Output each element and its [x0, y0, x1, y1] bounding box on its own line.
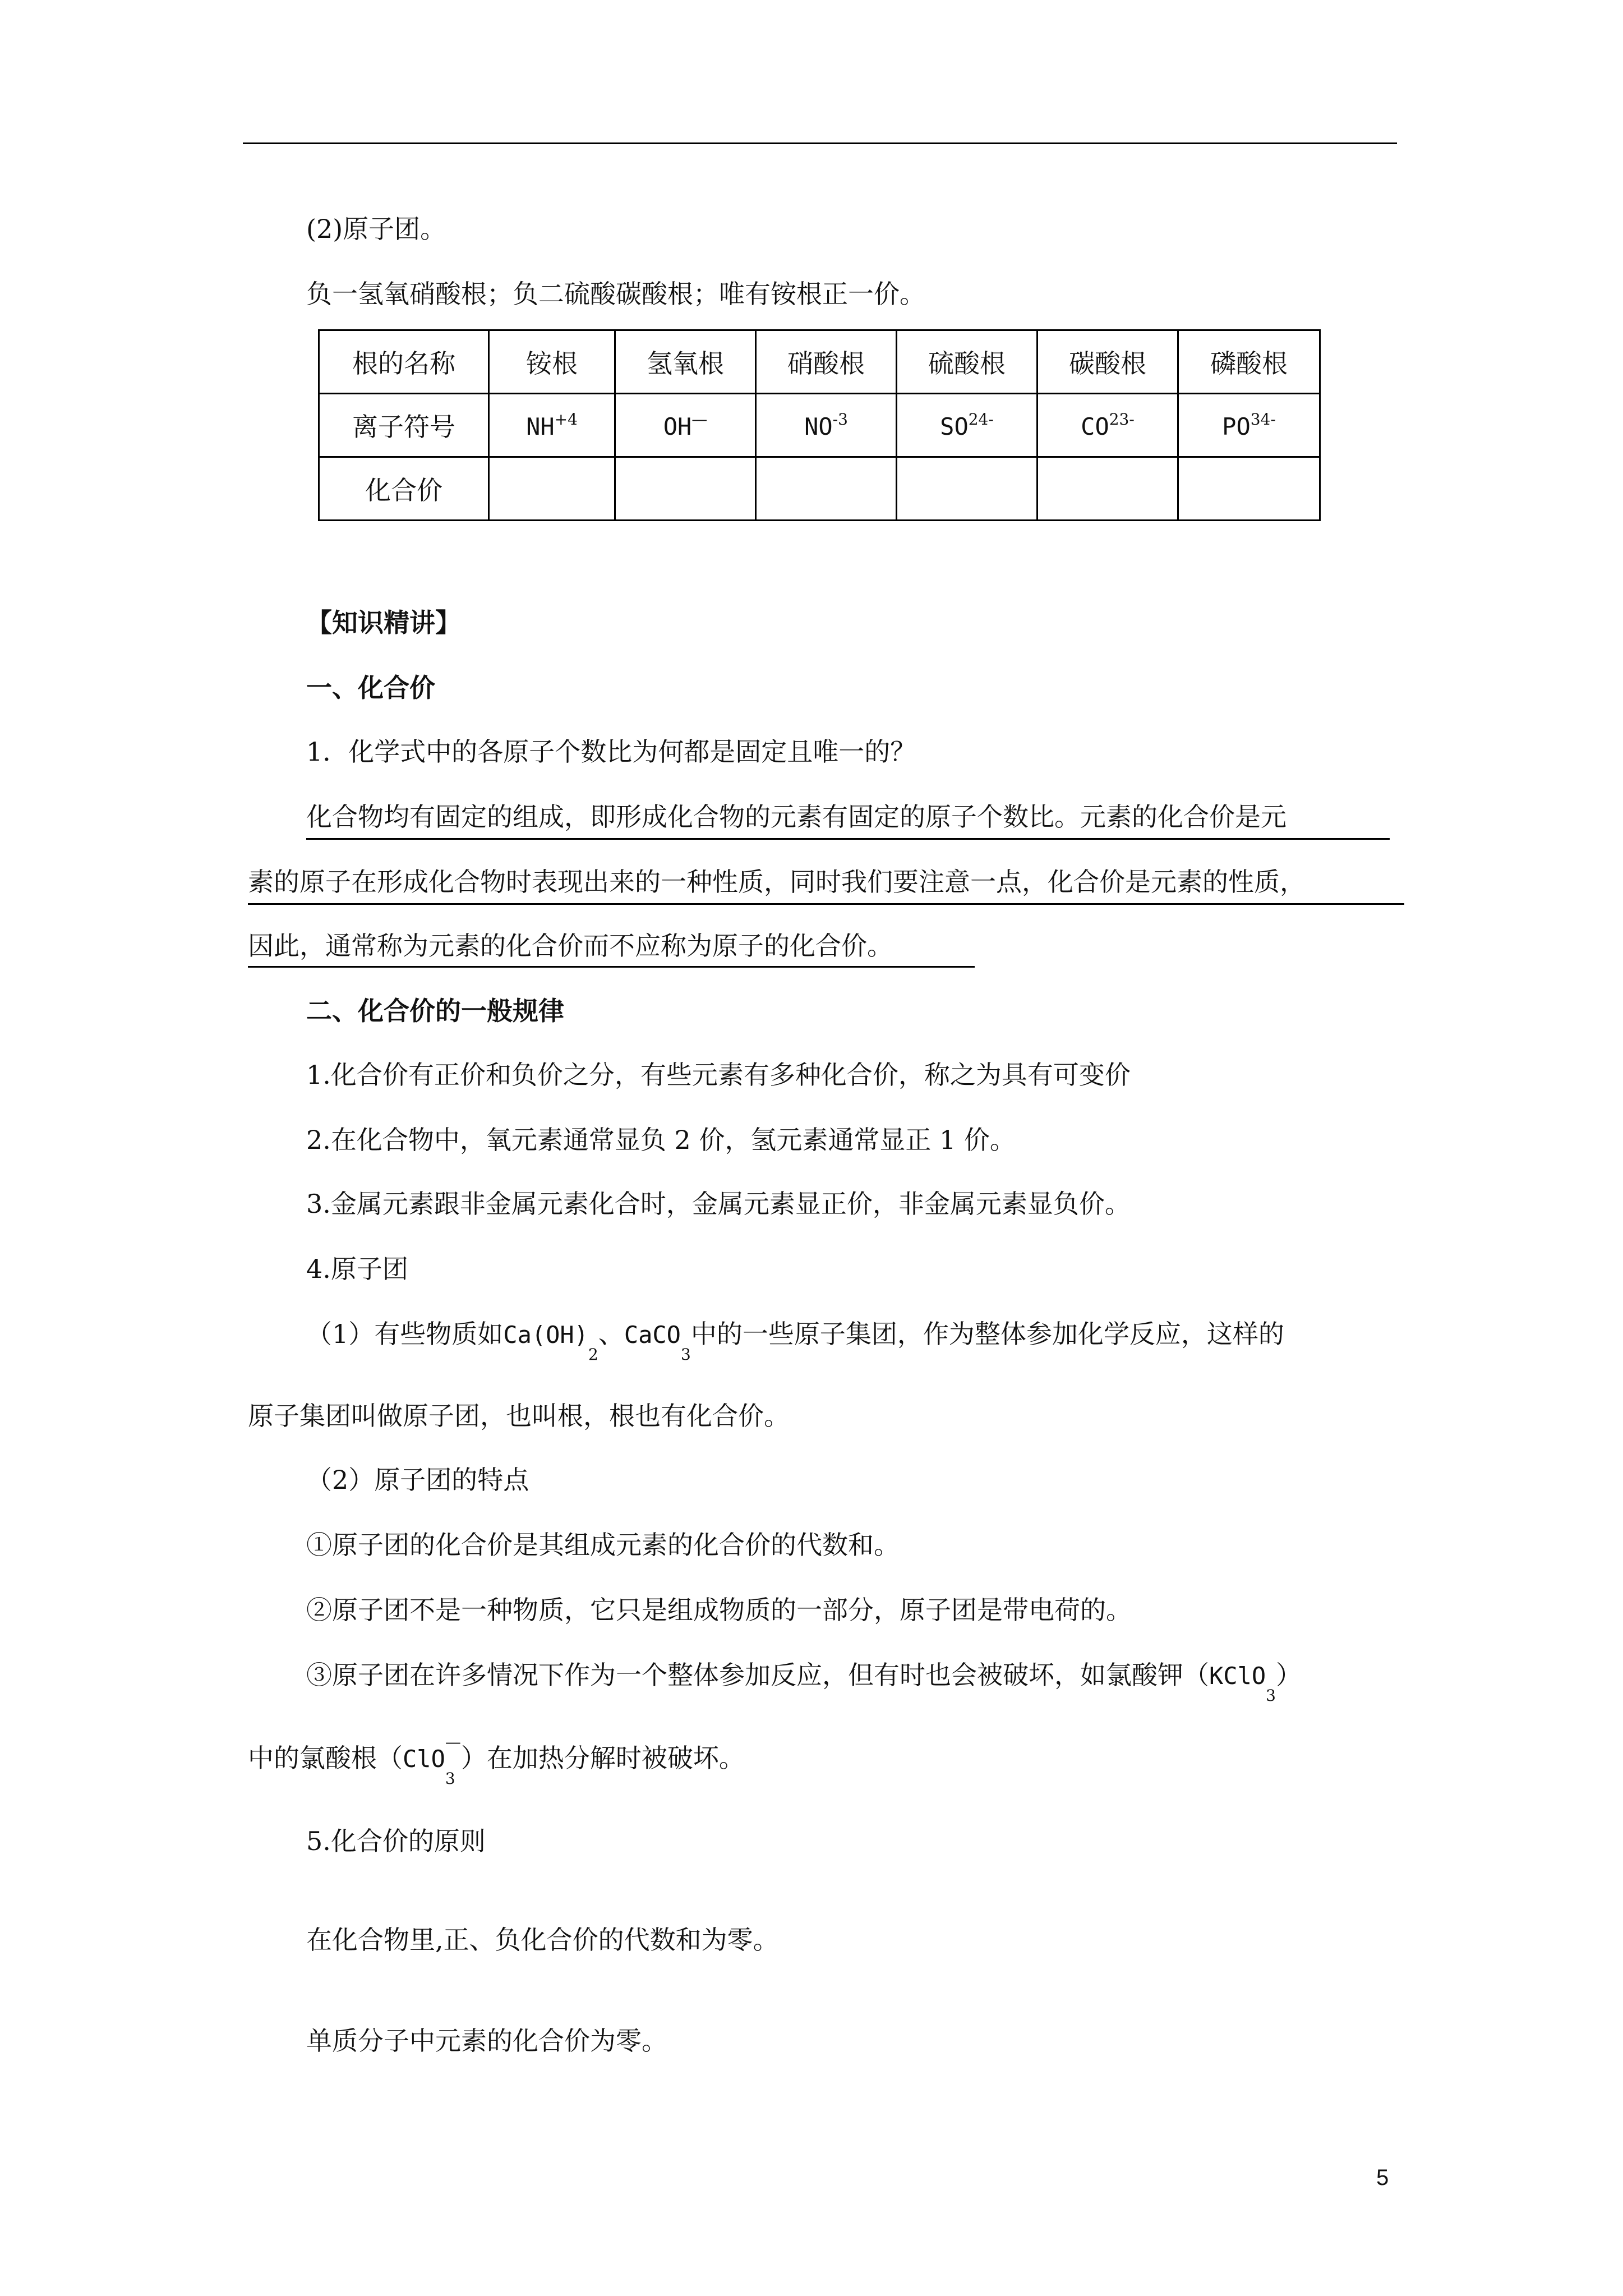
valence-cell [1178, 457, 1320, 521]
principle-2: 单质分子中元素的化合价为零。 [306, 2026, 667, 2056]
radical-name: 氢氧根 [615, 330, 756, 394]
row-label: 根的名称 [319, 330, 489, 394]
rule-4: 4.原子团 [306, 1254, 408, 1284]
page-number: 5 [1376, 2165, 1389, 2190]
rule-2: 2.在化合物中，氧元素通常显负 2 价，氢元素通常显正 1 价。 [306, 1125, 1016, 1155]
row-label: 化合价 [319, 457, 489, 521]
valence-cell [897, 457, 1038, 521]
underline [306, 838, 1390, 840]
intro-rhyme: 负一氢氧硝酸根；负二硫酸碳酸根；唯有铵根正一价。 [306, 279, 925, 309]
underline [248, 966, 975, 968]
valence-cell [615, 457, 756, 521]
answer-line: 化合物均有固定的组成，即形成化合物的元素有固定的原子个数比。元素的化合价是元 [306, 802, 1287, 832]
radical-name: 磷酸根 [1178, 330, 1320, 394]
table-row [319, 394, 1320, 457]
table-row [319, 330, 1320, 394]
section1-title: 一、化合价 [306, 673, 435, 703]
radical-table [318, 329, 1321, 521]
section2-title: 二、化合价的一般规律 [306, 996, 564, 1026]
answer-line: 素的原子在形成化合物时表现出来的一种性质，同时我们要注意一点，化合价是元素的性质， [248, 867, 1306, 897]
header-rule [243, 142, 1397, 144]
ion-symbol: $SO^{24-}$ [897, 394, 1038, 457]
group-paragraph-1: （1）有些物质如$Ca(OH)_2$、CaCO$_3$中的一些原子集团，作为整体参加化学反应，这样的 [306, 1319, 1284, 1364]
radical-name: 硝酸根 [756, 330, 897, 394]
rule-3: 3.金属元素跟非金属元素化合时，金属元素显正价，非金属元素显负价。 [306, 1189, 1131, 1219]
answer-line: 因此，通常称为元素的化合价而不应称为原子的化合价。 [248, 931, 893, 961]
feature-1: ①原子团的化合价是其组成元素的化合价的代数和。 [306, 1530, 900, 1560]
group-features-title: （2）原子团的特点 [306, 1465, 529, 1495]
ion-symbol: $NO^{-3}$ [756, 394, 897, 457]
row-label: 离子符号 [319, 394, 489, 457]
radical-name: 碳酸根 [1038, 330, 1178, 394]
valence-cell [489, 457, 615, 521]
intro-heading: (2)原子团。 [306, 214, 446, 244]
feature-3-cont: 中的氯酸根（ClO — $_3$）在加热分解时被破坏。 [248, 1733, 745, 1788]
group-paragraph-1-cont: 原子集团叫做原子团，也叫根，根也有化合价。 [248, 1401, 790, 1431]
knowledge-heading: 【知识精讲】 [306, 608, 461, 638]
ion-symbol: $CO^{23-}$ [1038, 394, 1178, 457]
rule-1: 1.化合价有正价和负价之分，有些元素有多种化合价，称之为具有可变价 [306, 1060, 1131, 1090]
feature-3: ③原子团在许多情况下作为一个整体参加反应，但有时也会被破坏，如氯酸钾（KClO$_3$） [306, 1660, 1302, 1705]
rule-5: 5.化合价的原则 [306, 1826, 486, 1856]
ion-symbol: $PO^{34-}$ [1178, 394, 1320, 457]
valence-cell [756, 457, 897, 521]
ion-symbol: OH— [615, 394, 756, 457]
radical-name: 铵根 [489, 330, 615, 394]
section1-question: 1．化学式中的各原子个数比为何都是固定且唯一的？ [306, 737, 916, 767]
underline [248, 903, 1404, 905]
feature-2: ②原子团不是一种物质，它只是组成物质的一部分，原子团是带电荷的。 [306, 1595, 1132, 1625]
radical-name: 硫酸根 [897, 330, 1038, 394]
valence-cell [1038, 457, 1178, 521]
table-row [319, 457, 1320, 521]
ion-symbol: $NH^{+4}$ [489, 394, 615, 457]
principle-1: 在化合物里,正、负化合价的代数和为零。 [306, 1925, 779, 1955]
